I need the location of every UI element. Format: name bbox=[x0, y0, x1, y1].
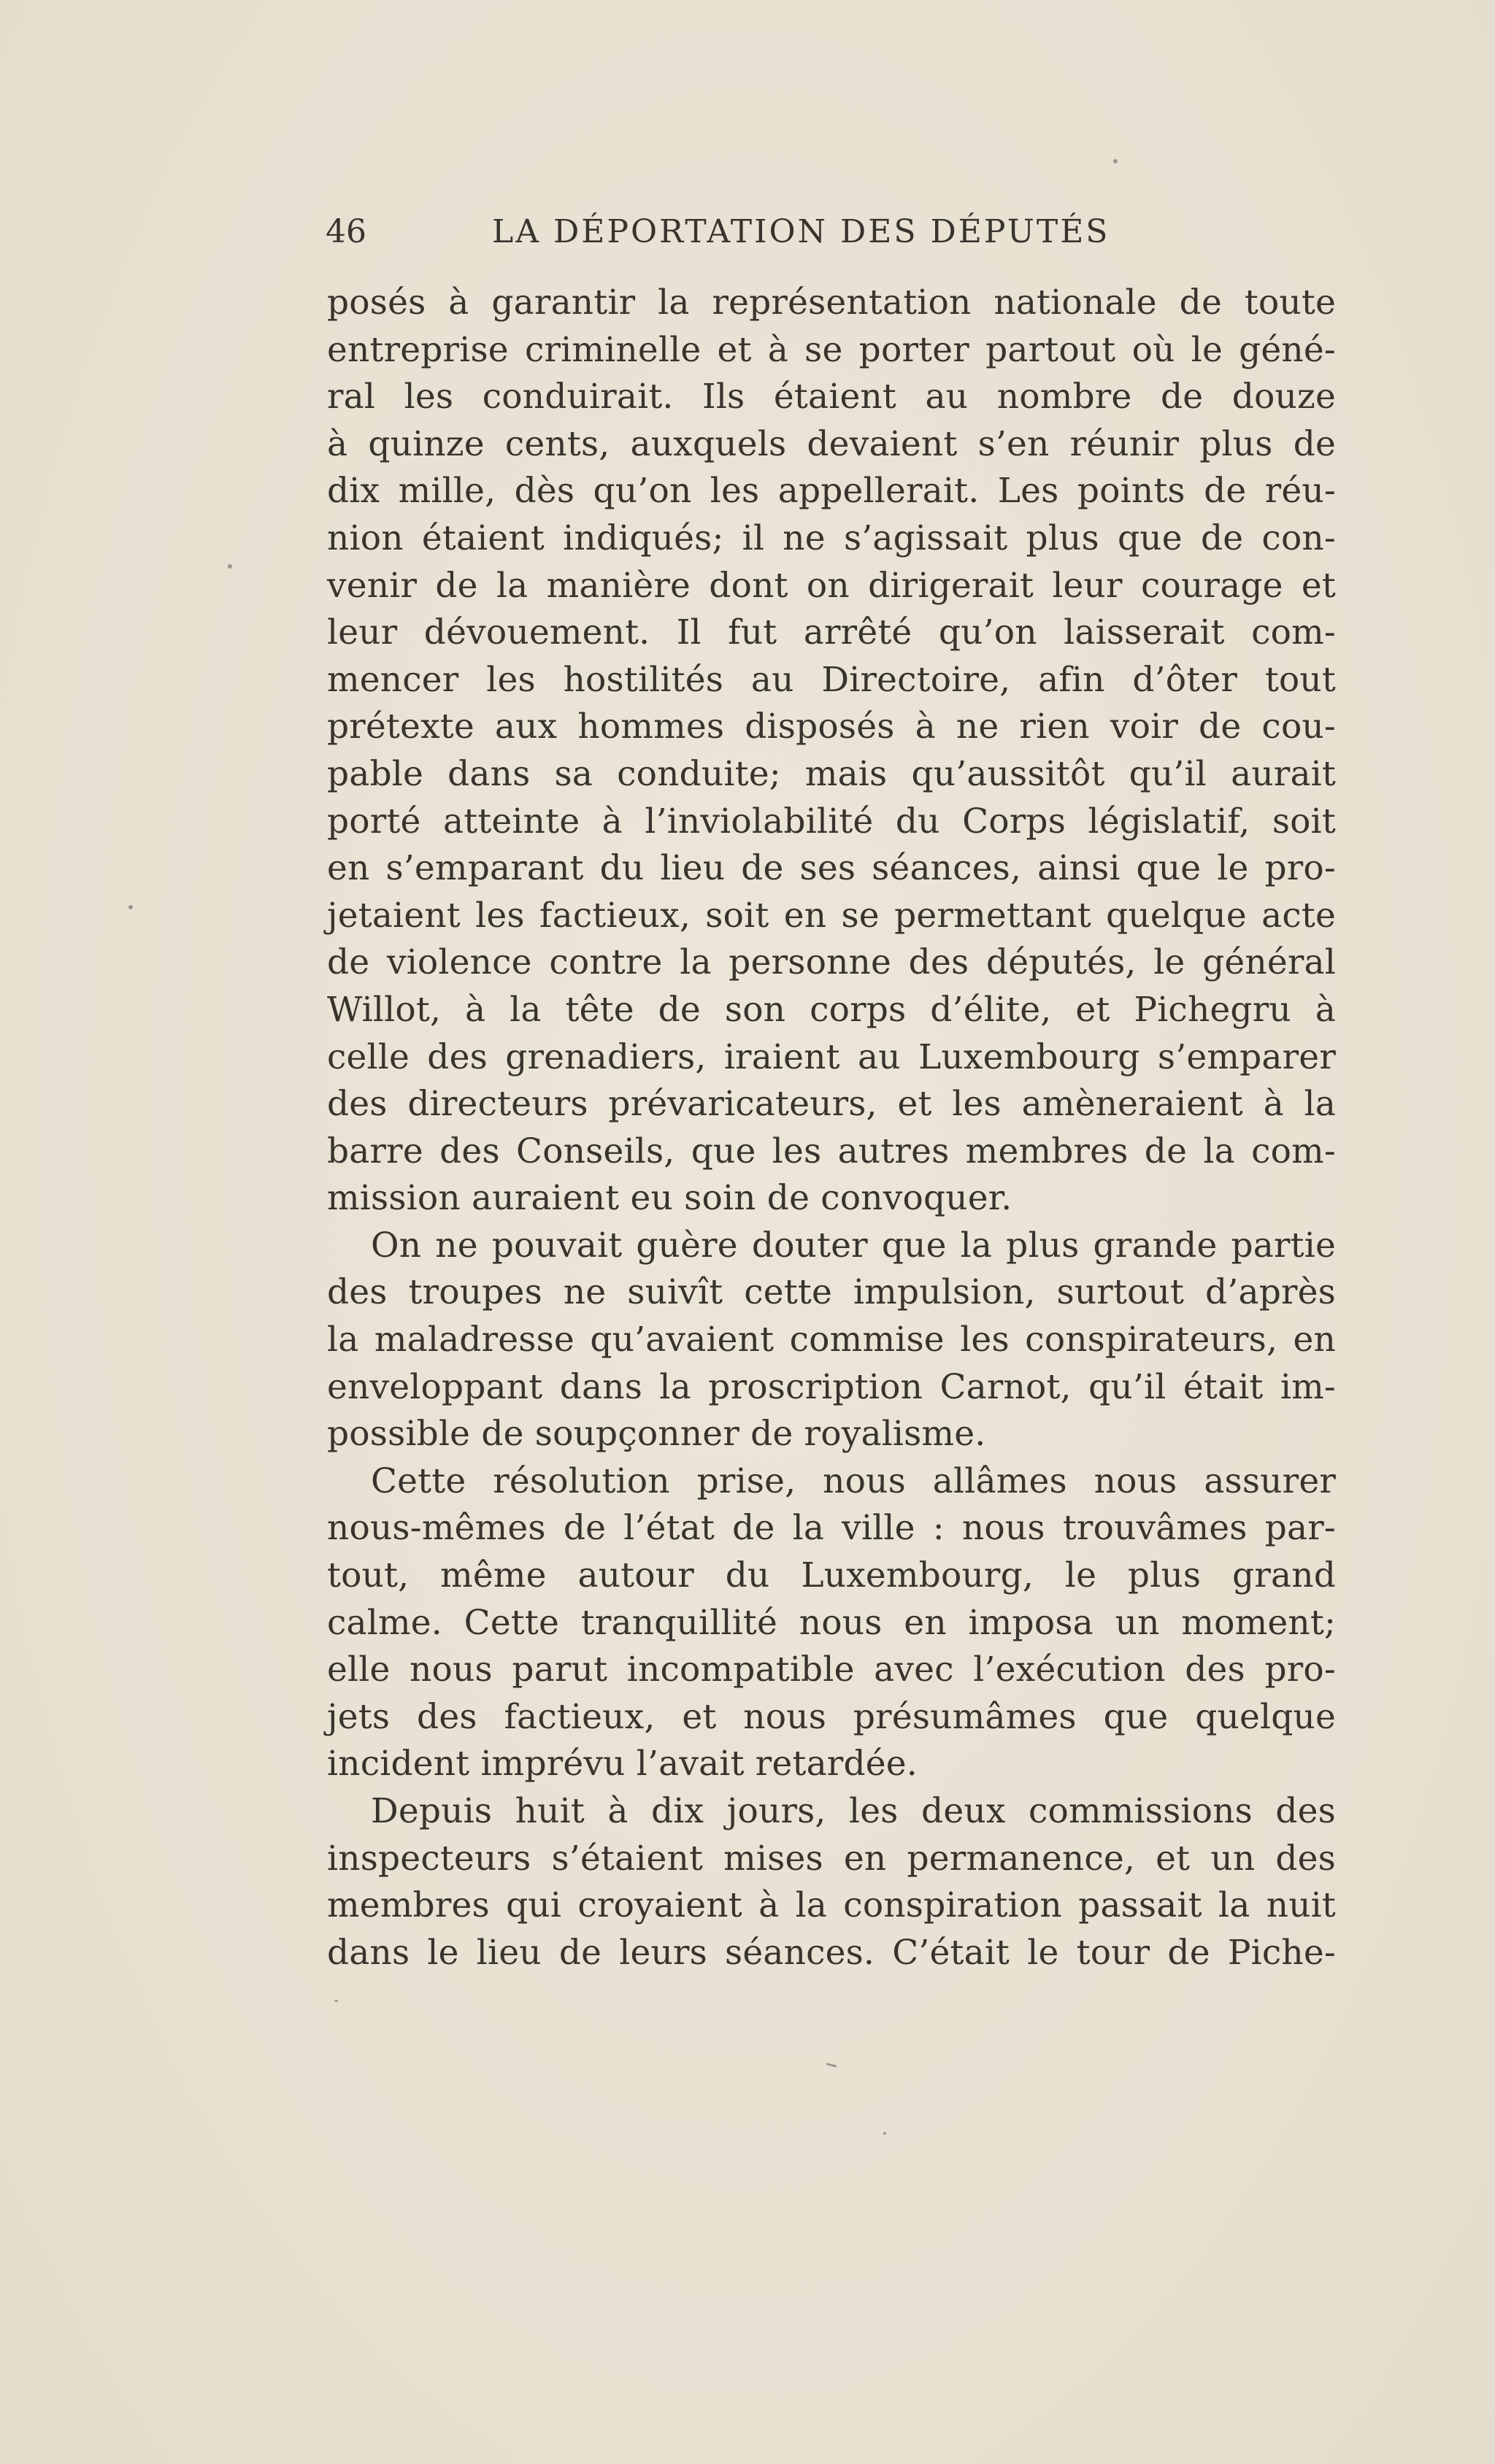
text-line: barre des Conseils, que les autres membres de la com- bbox=[327, 1131, 1336, 1171]
page-header bbox=[326, 213, 1172, 257]
text-line: pable dans sa conduite; mais qu’aussitôt qu’il aurait bbox=[327, 753, 1336, 794]
text-line: Depuis huit à dix jours, les deux commissions des bbox=[371, 1791, 1336, 1831]
text-line: enveloppant dans la proscription Carnot, qu’il était im- bbox=[327, 1366, 1336, 1407]
text-line: posés à garantir la représentation nationale de toute bbox=[327, 282, 1336, 323]
text-line: entreprise criminelle et à se porter partout où le géné- bbox=[327, 329, 1336, 370]
text-line: dans le lieu de leurs séances. C’était le tour de Piche- bbox=[327, 1932, 1336, 1973]
text-line: dix mille, dès qu’on les appellerait. Les points de réu- bbox=[327, 471, 1336, 512]
text-line: mission auraient eu soin de convoquer. bbox=[327, 1178, 1012, 1219]
text-line: On ne pouvait guère douter que la plus grande partie bbox=[371, 1225, 1336, 1266]
paper-speck bbox=[228, 564, 232, 569]
text-line: des troupes ne suivît cette impulsion, surtout d’après bbox=[327, 1272, 1336, 1313]
text-line: jetaient les factieux, soit en se permettant quelque acte bbox=[327, 895, 1336, 936]
paper-speck bbox=[128, 905, 133, 909]
text-line: jets des factieux, et nous présumâmes que quelque bbox=[327, 1696, 1336, 1737]
text-line: venir de la manière dont on dirigerait leur courage et bbox=[327, 565, 1336, 606]
text-line: elle nous parut incompatible avec l’exécution des pro- bbox=[327, 1649, 1336, 1690]
paper-speck bbox=[883, 2132, 886, 2135]
text-line: celle des grenadiers, iraient au Luxembourg s’emparer bbox=[327, 1036, 1336, 1077]
text-line: porté atteinte à l’inviolabilité du Corps législatif, soit bbox=[327, 801, 1336, 842]
text-line: prétexte aux hommes disposés à ne rien voir de cou- bbox=[327, 707, 1336, 747]
text-line: de violence contre la personne des députés, le général bbox=[327, 942, 1336, 983]
text-line: membres qui croyaient à la conspiration passait la nuit bbox=[327, 1885, 1336, 1926]
body-text bbox=[327, 280, 1336, 1976]
text-line: incident imprévu l’avait retardée. bbox=[327, 1744, 918, 1785]
text-line: tout, même autour du Luxembourg, le plus grand bbox=[327, 1555, 1336, 1596]
text-line: ral les conduirait. Ils étaient au nombre de douze bbox=[327, 377, 1336, 417]
paper-speck bbox=[826, 2063, 837, 2068]
text-line: calme. Cette tranquillité nous en imposa un moment; bbox=[327, 1602, 1336, 1643]
paper-speck bbox=[334, 2000, 338, 2002]
text-line: la maladresse qu’avaient commise les conspirateurs, en bbox=[327, 1320, 1336, 1360]
page-number: 46 bbox=[326, 213, 366, 250]
paper-speck bbox=[1113, 159, 1118, 163]
text-line: des directeurs prévaricateurs, et les amèneraient à la bbox=[327, 1084, 1336, 1125]
text-line: Cette résolution prise, nous allâmes nous assurer bbox=[371, 1460, 1336, 1501]
text-line: possible de soupçonner de royalisme. bbox=[327, 1414, 986, 1455]
text-line: nous-mêmes de l’état de la ville : nous trouvâmes par- bbox=[327, 1508, 1336, 1549]
text-line: inspecteurs s’étaient mises en permanence, et un des bbox=[327, 1838, 1336, 1879]
text-line: nion étaient indiqués; il ne s’agissait plus que de con- bbox=[327, 517, 1336, 558]
text-line: Willot, à la tête de son corps d’élite, et Pichegru à bbox=[327, 989, 1336, 1030]
running-title: LA DÉPORTATION DES DÉPUTÉS bbox=[492, 213, 1110, 250]
text-line: mencer les hostilités au Directoire, afin d’ôter tout bbox=[327, 659, 1336, 700]
text-line: en s’emparant du lieu de ses séances, ainsi que le pro- bbox=[327, 848, 1336, 889]
text-line: leur dévouement. Il fut arrêté qu’on laisserait com- bbox=[327, 612, 1336, 653]
text-line: à quinze cents, auxquels devaient s’en réunir plus de bbox=[327, 423, 1336, 464]
